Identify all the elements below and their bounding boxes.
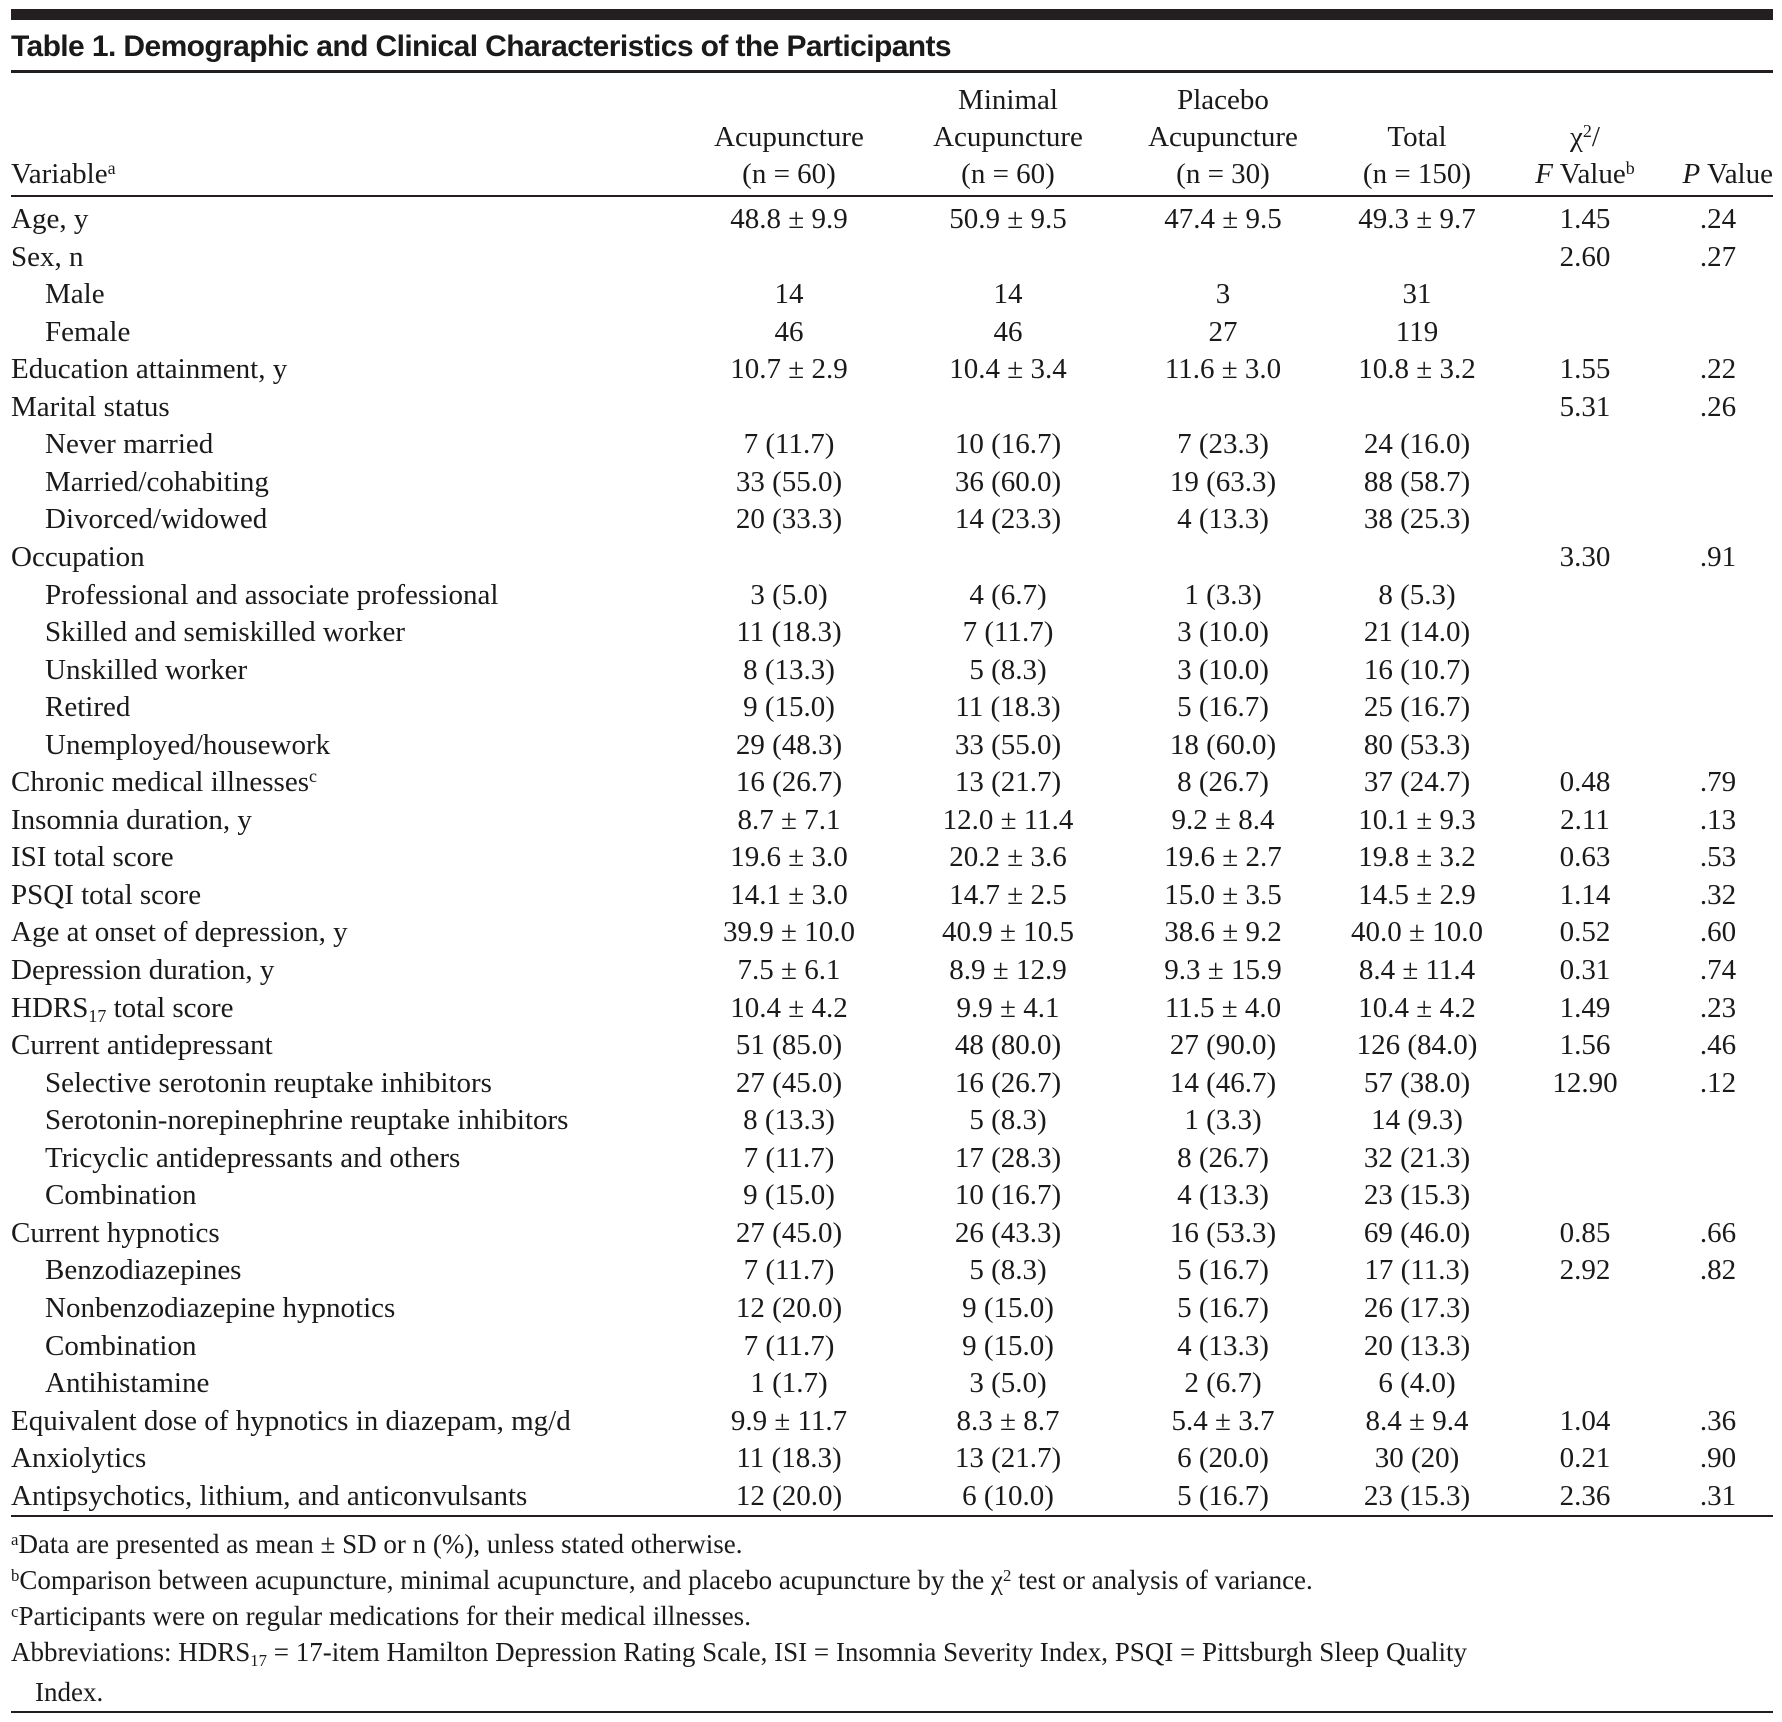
cell-total: 37 (24.7) [1363, 766, 1471, 799]
cell-p-value: .23 [1699, 991, 1737, 1024]
cell-acupuncture: 20 (33.3) [735, 503, 843, 536]
cell-acupuncture: 39.9 ± 10.0 [723, 916, 855, 949]
header-chi: $\chi^2/$ [1570, 121, 1600, 153]
cell-acupuncture: 12 (20.0) [735, 1291, 843, 1324]
cell-minimal: 16 (26.7) [954, 1066, 1062, 1099]
cell-acupuncture: 1 (1.7) [750, 1367, 828, 1400]
cell-total: 126 (84.0) [1356, 1029, 1478, 1062]
cell-p-value: .27 [1699, 240, 1737, 273]
cell-chi-f: 12.90 [1552, 1066, 1618, 1099]
cell-placebo: 5.4 ± 3.7 [1171, 1404, 1275, 1437]
cell-p-value: .74 [1699, 954, 1737, 986]
table-row [0, 276, 1782, 314]
cell-placebo: 5 (16.7) [1177, 691, 1269, 724]
cell-p-value: .90 [1699, 1442, 1737, 1475]
cell-p-value: .79 [1699, 766, 1737, 799]
cell-acupuncture: 29 (48.3) [735, 728, 843, 761]
table-row [0, 314, 1782, 352]
row-label: Current antidepressant [11, 1029, 273, 1062]
row-label: Combination [45, 1179, 197, 1212]
cell-placebo: 11.5 ± 4.0 [1164, 991, 1282, 1024]
table-row [0, 389, 1782, 427]
cell-minimal: 12.0 ± 11.4 [942, 803, 1074, 836]
cell-minimal: 13 (21.7) [954, 1442, 1062, 1475]
cell-chi-f: 2.11 [1560, 803, 1610, 836]
cell-acupuncture: 7 (11.7) [743, 1329, 835, 1362]
cell-placebo: 19.6 ± 2.7 [1164, 841, 1282, 874]
cell-minimal: 14 [993, 278, 1023, 311]
cell-placebo: 8 (26.7) [1177, 1141, 1269, 1174]
cell-minimal: 5 (8.3) [969, 1254, 1047, 1287]
cell-acupuncture: 10.4 ± 4.2 [730, 991, 848, 1024]
cell-chi-f: 1.14 [1559, 878, 1611, 911]
row-label: Unskilled worker [45, 653, 248, 686]
cell-total: 6 (4.0) [1378, 1367, 1456, 1400]
cell-placebo: 47.4 ± 9.5 [1164, 203, 1282, 235]
cell-placebo: 1 (3.3) [1184, 578, 1262, 611]
table-row [0, 464, 1782, 502]
row-label: Married/cohabiting [45, 465, 269, 498]
cell-placebo: 27 (90.0) [1169, 1029, 1277, 1062]
cell-acupuncture: 12 (20.0) [735, 1479, 843, 1512]
cell-chi-f: 0.85 [1559, 1216, 1611, 1249]
table-row [0, 652, 1782, 690]
table-row [0, 239, 1782, 277]
table-row [0, 802, 1782, 840]
cell-minimal: 14.7 ± 2.5 [949, 878, 1067, 911]
cell-total: 8 (5.3) [1378, 578, 1456, 611]
title-rule [11, 70, 1773, 73]
cell-minimal: 40.9 ± 10.5 [942, 916, 1074, 949]
header-pla-1: Placebo [1177, 84, 1269, 116]
row-label: Chronic medical illnesses$^c$ [11, 766, 317, 799]
row-label: PSQI total score [11, 878, 202, 911]
top-bar [11, 9, 1773, 20]
row-label: Antipsychotics, lithium, and anticonvulsants [11, 1479, 528, 1512]
table-row [0, 1177, 1782, 1215]
cell-placebo: 6 (20.0) [1177, 1442, 1269, 1475]
cell-total: 8.4 ± 9.4 [1365, 1404, 1469, 1437]
cell-p-value: .82 [1699, 1254, 1737, 1287]
cell-acupuncture: 11 (18.3) [736, 1442, 842, 1475]
cell-p-value: .22 [1699, 353, 1737, 386]
table-row [0, 577, 1782, 615]
cell-placebo: 38.6 ± 9.2 [1164, 916, 1282, 949]
cell-acupuncture: 7 (11.7) [743, 1254, 835, 1287]
cell-total: 8.4 ± 11.4 [1358, 954, 1476, 986]
cell-minimal: 6 (10.0) [962, 1479, 1054, 1512]
header-min-1: Minimal [958, 84, 1058, 116]
cell-minimal: 9.9 ± 4.1 [956, 991, 1060, 1024]
footnote: Abbreviations: $HDRS_{17}$ = 17-item Hamilton Depression Rating Scale, ISI = Insomnia Severity Index, PSQI = Pittsburgh Sleep Quality Index. [11, 1637, 1468, 1707]
table-row [0, 1440, 1782, 1478]
cell-acupuncture: 14.1 ± 3.0 [730, 878, 848, 911]
cell-acupuncture: 8.7 ± 7.1 [737, 803, 841, 836]
row-label: Skilled and semiskilled worker [45, 616, 406, 649]
header-min-3: (n = 60) [961, 158, 1055, 190]
cell-minimal: 8.3 ± 8.7 [956, 1404, 1060, 1437]
cell-total: 17 (11.3) [1364, 1254, 1470, 1287]
row-label: ISI total score [11, 841, 174, 874]
cell-placebo: 8 (26.7) [1177, 766, 1269, 799]
cell-total: 49.3 ± 9.7 [1358, 203, 1476, 235]
cell-acupuncture: 9 (15.0) [743, 691, 835, 724]
table-row [0, 1403, 1782, 1441]
cell-minimal: 26 (43.3) [954, 1216, 1062, 1249]
row-label: Unemployed/housework [45, 728, 331, 761]
cell-placebo: 14 (46.7) [1169, 1066, 1277, 1099]
cell-acupuncture: 16 (26.7) [735, 766, 843, 799]
header-min-2: Acupuncture [933, 121, 1083, 153]
cell-acupuncture: 7 (11.7) [743, 428, 835, 461]
cell-minimal: 14 (23.3) [954, 503, 1062, 536]
cell-minimal: 13 (21.7) [954, 766, 1062, 799]
row-label: Current hypnotics [11, 1216, 220, 1249]
cell-chi-f: 2.36 [1559, 1479, 1611, 1512]
cell-placebo: 11.6 ± 3.0 [1164, 353, 1282, 386]
table-row [0, 839, 1782, 877]
header-acu-3: (n = 60) [742, 158, 836, 190]
table-row [0, 1290, 1782, 1328]
cell-p-value: .53 [1699, 841, 1737, 874]
cell-placebo: 19 (63.3) [1169, 465, 1277, 498]
header-total-2: (n = 150) [1362, 158, 1472, 190]
cell-total: 10.1 ± 9.3 [1358, 803, 1476, 836]
cell-total: 40.0 ± 10.0 [1351, 916, 1483, 949]
header-f-value: F Value$^b$ [1535, 158, 1635, 190]
table-row [0, 1065, 1782, 1103]
cell-total: 14 (9.3) [1371, 1104, 1463, 1137]
cell-p-value: .91 [1699, 540, 1737, 573]
bottom-rule [11, 1711, 1773, 1713]
row-label: Anxiolytics [11, 1442, 147, 1475]
cell-chi-f: 2.60 [1559, 240, 1611, 273]
cell-placebo: 3 [1215, 278, 1231, 311]
cell-minimal: 10 (16.7) [954, 428, 1062, 461]
table-row [0, 201, 1782, 239]
cell-total: 38 (25.3) [1363, 503, 1471, 536]
cell-placebo: 4 (13.3) [1177, 503, 1269, 536]
cell-minimal: 46 [993, 315, 1023, 348]
cell-total: 10.4 ± 4.2 [1358, 991, 1476, 1024]
cell-minimal: 7 (11.7) [962, 616, 1054, 649]
row-label: Serotonin-norepinephrine reuptake inhibitors [45, 1104, 569, 1137]
cell-minimal: 10.4 ± 3.4 [949, 353, 1067, 386]
table-row [0, 1478, 1782, 1516]
cell-acupuncture: 8 (13.3) [743, 653, 835, 686]
cell-total: 31 [1402, 278, 1432, 311]
row-label: Combination [45, 1329, 197, 1362]
cell-total: 32 (21.3) [1363, 1141, 1471, 1174]
cell-acupuncture: 7 (11.7) [743, 1141, 835, 1174]
cell-chi-f: 1.55 [1559, 353, 1611, 386]
cell-placebo: 3 (10.0) [1177, 616, 1269, 649]
table-row [0, 727, 1782, 765]
cell-total: 30 (20) [1374, 1442, 1460, 1475]
footnote: $^a$Data are presented as mean ± SD or n (%), unless stated otherwise. [11, 1529, 743, 1559]
table-row [0, 1027, 1782, 1065]
cell-total: 26 (17.3) [1363, 1291, 1471, 1324]
table-row [0, 614, 1782, 652]
row-label: Marital status [11, 390, 170, 423]
cell-minimal: 33 (55.0) [954, 728, 1062, 761]
cell-chi-f: 1.49 [1559, 991, 1611, 1024]
row-label: $HDRS_{17}$ total score [11, 991, 234, 1026]
cell-p-value: .32 [1699, 878, 1737, 911]
cell-total: 24 (16.0) [1363, 428, 1471, 461]
row-label: Age, y [11, 203, 89, 235]
cell-p-value: .24 [1699, 203, 1737, 235]
header-p-value: P Value [1682, 158, 1773, 190]
cell-placebo: 15.0 ± 3.5 [1164, 878, 1282, 911]
table-row [0, 539, 1782, 577]
cell-p-value: .26 [1699, 390, 1737, 423]
table-row [0, 1328, 1782, 1366]
cell-acupuncture: 10.7 ± 2.9 [730, 353, 848, 386]
row-label: Antihistamine [45, 1367, 210, 1400]
cell-placebo: 4 (13.3) [1177, 1329, 1269, 1362]
table-row [0, 351, 1782, 389]
cell-p-value: .12 [1699, 1066, 1737, 1099]
cell-placebo: 5 (16.7) [1177, 1291, 1269, 1324]
cell-acupuncture: 48.8 ± 9.9 [730, 203, 848, 235]
header-rule [11, 195, 1773, 197]
cell-total: 14.5 ± 2.9 [1358, 878, 1476, 911]
table-row [0, 1365, 1782, 1403]
row-label: Sex, n [11, 240, 84, 273]
row-label: Male [45, 278, 105, 311]
cell-minimal: 48 (80.0) [954, 1029, 1062, 1062]
cell-minimal: 9 (15.0) [962, 1329, 1054, 1362]
cell-acupuncture: 9.9 ± 11.7 [730, 1404, 848, 1437]
cell-acupuncture: 9 (15.0) [743, 1179, 835, 1212]
cell-minimal: 5 (8.3) [969, 653, 1047, 686]
cell-placebo: 16 (53.3) [1169, 1216, 1277, 1249]
row-label: Female [45, 315, 131, 348]
cell-acupuncture: 14 [774, 278, 804, 311]
cell-total: 10.8 ± 3.2 [1358, 353, 1476, 386]
cell-chi-f: 1.04 [1559, 1404, 1611, 1437]
cell-acupuncture: 8 (13.3) [743, 1104, 835, 1137]
cell-acupuncture: 7.5 ± 6.1 [737, 954, 841, 986]
cell-placebo: 3 (10.0) [1177, 653, 1269, 686]
cell-placebo: 5 (16.7) [1177, 1254, 1269, 1287]
table-row [0, 764, 1782, 802]
cell-chi-f: 1.45 [1559, 203, 1611, 235]
cell-acupuncture: 11 (18.3) [736, 616, 842, 649]
cell-placebo: 7 (23.3) [1177, 428, 1269, 461]
cell-chi-f: 1.56 [1559, 1029, 1611, 1062]
cell-chi-f: 0.52 [1559, 916, 1611, 949]
table-row [0, 501, 1782, 539]
table-row [0, 689, 1782, 727]
cell-chi-f: 3.30 [1559, 540, 1611, 573]
cell-total: 21 (14.0) [1363, 616, 1471, 649]
cell-chi-f: 2.92 [1559, 1254, 1611, 1287]
cell-p-value: .36 [1699, 1404, 1737, 1437]
cell-placebo: 9.2 ± 8.4 [1171, 803, 1275, 836]
cell-chi-f: 0.21 [1559, 1442, 1611, 1475]
cell-chi-f: 0.63 [1559, 841, 1611, 874]
row-label: Tricyclic antidepressants and others [45, 1141, 461, 1174]
table-row [0, 990, 1782, 1028]
table-row [0, 1252, 1782, 1290]
table-row [0, 1102, 1782, 1140]
table-row [0, 952, 1782, 990]
row-label: Equivalent dose of hypnotics in diazepam, mg/d [11, 1404, 571, 1437]
body-rule [11, 1515, 1773, 1517]
cell-total: 119 [1395, 315, 1439, 348]
cell-total: 88 (58.7) [1363, 465, 1471, 498]
cell-acupuncture: 33 (55.0) [735, 465, 843, 498]
table-row [0, 1215, 1782, 1253]
cell-p-value: .13 [1699, 803, 1737, 836]
cell-placebo: 27 [1208, 315, 1238, 348]
table-row [0, 426, 1782, 464]
cell-p-value: .46 [1699, 1029, 1737, 1062]
header-acu-2: Acupuncture [714, 121, 864, 153]
cell-total: 23 (15.3) [1363, 1179, 1471, 1212]
cell-total: 16 (10.7) [1363, 653, 1471, 686]
cell-minimal: 36 (60.0) [954, 465, 1062, 498]
row-label: Divorced/widowed [45, 503, 268, 536]
cell-p-value: .60 [1699, 916, 1737, 949]
cell-minimal: 5 (8.3) [969, 1104, 1047, 1137]
row-label: Nonbenzodiazepine hypnotics [45, 1291, 396, 1324]
row-label: Depression duration, y [11, 954, 275, 986]
cell-minimal: 20.2 ± 3.6 [949, 841, 1067, 874]
cell-minimal: 10 (16.7) [954, 1179, 1062, 1212]
cell-total: 69 (46.0) [1363, 1216, 1471, 1249]
cell-minimal: 3 (5.0) [969, 1367, 1047, 1400]
row-label: Benzodiazepines [45, 1254, 242, 1287]
cell-p-value: .66 [1699, 1216, 1737, 1249]
cell-acupuncture: 3 (5.0) [750, 578, 828, 611]
footnote: $^b$Comparison between acupuncture, minimal acupuncture, and placebo acupuncture by the $\chi^2$ test or analysis of variance. [11, 1565, 1313, 1595]
cell-total: 20 (13.3) [1363, 1329, 1471, 1362]
cell-placebo: 9.3 ± 15.9 [1164, 954, 1282, 986]
cell-placebo: 5 (16.7) [1177, 1479, 1269, 1512]
cell-chi-f: 5.31 [1559, 390, 1611, 423]
header-pla-2: Acupuncture [1148, 121, 1298, 153]
cell-total: 57 (38.0) [1363, 1066, 1471, 1099]
cell-acupuncture: 27 (45.0) [735, 1066, 843, 1099]
footnote: $^c$Participants were on regular medications for their medical illnesses. [11, 1601, 751, 1631]
cell-acupuncture: 46 [774, 315, 804, 348]
cell-placebo: 4 (13.3) [1177, 1179, 1269, 1212]
header-pla-3: (n = 30) [1176, 158, 1270, 190]
row-label: Never married [45, 428, 214, 461]
cell-acupuncture: 19.6 ± 3.0 [730, 841, 848, 874]
cell-acupuncture: 51 (85.0) [735, 1029, 843, 1062]
cell-placebo: 2 (6.7) [1184, 1367, 1262, 1400]
cell-minimal: 50.9 ± 9.5 [949, 203, 1067, 235]
cell-minimal: 17 (28.3) [954, 1141, 1062, 1174]
cell-placebo: 1 (3.3) [1184, 1104, 1262, 1137]
row-label: Insomnia duration, y [11, 803, 252, 836]
table-title: Table 1. Demographic and Clinical Characteristics of the Participants [11, 30, 951, 63]
header-total-1: Total [1387, 121, 1447, 153]
row-label: Selective serotonin reuptake inhibitors [45, 1066, 492, 1099]
row-label: Retired [45, 691, 131, 724]
cell-minimal: 4 (6.7) [969, 578, 1047, 611]
cell-placebo: 18 (60.0) [1169, 728, 1277, 761]
row-label: Professional and associate professional [45, 578, 499, 611]
cell-total: 80 (53.3) [1363, 728, 1471, 761]
cell-chi-f: 0.48 [1559, 766, 1611, 799]
header-variable: Variable$^a$ [11, 158, 116, 190]
cell-total: 25 (16.7) [1363, 691, 1471, 724]
cell-total: 19.8 ± 3.2 [1358, 841, 1476, 874]
table-row [0, 877, 1782, 915]
row-label: Occupation [11, 540, 145, 573]
row-label: Education attainment, y [11, 353, 288, 386]
cell-minimal: 8.9 ± 12.9 [949, 954, 1067, 986]
row-label: Age at onset of depression, y [11, 916, 348, 949]
table-row [0, 1140, 1782, 1178]
cell-chi-f: 0.31 [1559, 954, 1611, 986]
cell-minimal: 9 (15.0) [962, 1291, 1054, 1324]
cell-total: 23 (15.3) [1363, 1479, 1471, 1512]
cell-minimal: 11 (18.3) [955, 691, 1061, 724]
cell-p-value: .31 [1699, 1479, 1737, 1512]
cell-acupuncture: 27 (45.0) [735, 1216, 843, 1249]
table-row [0, 914, 1782, 952]
